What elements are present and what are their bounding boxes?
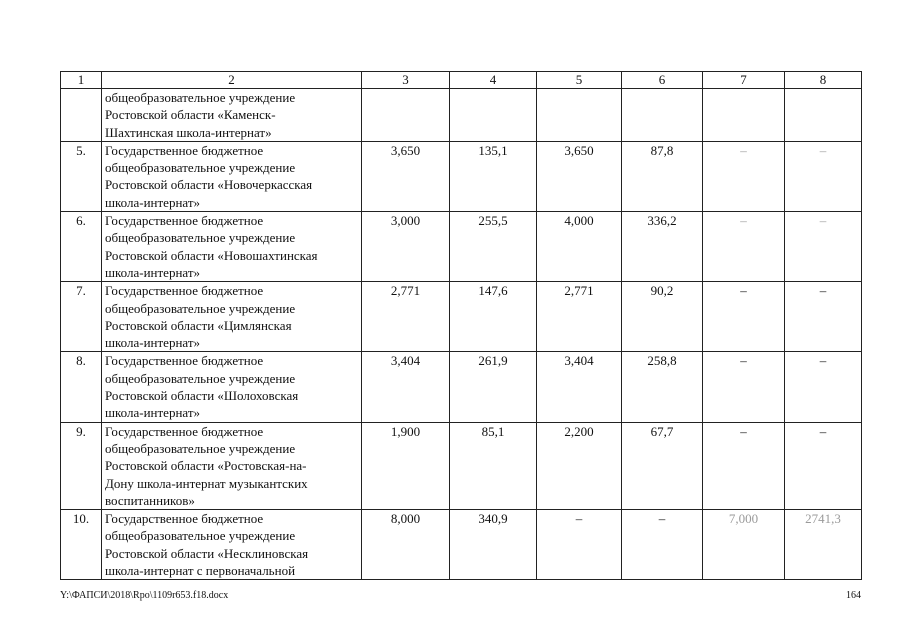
institution-name-cell [102, 89, 362, 142]
value-cell: – [703, 352, 785, 422]
institution-name-cell [102, 422, 362, 509]
value-cell: – [785, 422, 862, 509]
row-number-cell: 7. [61, 282, 102, 352]
table-row [61, 282, 862, 352]
table-header-row [61, 72, 862, 89]
institution-name-line: Государственное бюджетное [105, 353, 264, 369]
value-cell [703, 89, 785, 142]
value-cell: – [785, 282, 862, 352]
value-cell: 2,771 [362, 282, 450, 352]
institution-name-cell [102, 282, 362, 352]
institution-name-line: Государственное бюджетное [105, 142, 264, 158]
institution-name-cell [102, 352, 362, 422]
institution-name-line: Государственное бюджетное [105, 283, 264, 299]
row-number-cell [61, 89, 102, 142]
institution-name-line: воспитанников» [105, 492, 195, 508]
institution-name-line: Ростовской области «Новочеркасская [105, 177, 313, 193]
column-header: 7 [703, 72, 785, 89]
data-table [60, 71, 862, 580]
institution-name-line: Государственное бюджетное [105, 213, 264, 229]
row-number-cell: 8. [61, 352, 102, 422]
institution-name-line: общеобразовательное учреждение [105, 528, 296, 544]
value-cell: – [703, 422, 785, 509]
value-cell: 135,1 [450, 141, 537, 211]
value-cell: 3,650 [537, 141, 622, 211]
table-body [61, 89, 862, 580]
value-cell: – [703, 282, 785, 352]
value-cell: 3,404 [362, 352, 450, 422]
value-cell: – [703, 141, 785, 211]
institution-name-cell [102, 510, 362, 580]
institution-name-line: Шахтинская школа-интернат» [105, 124, 272, 140]
institution-name-line: школа-интернат с первоначальной [105, 563, 296, 579]
value-cell: 2,771 [537, 282, 622, 352]
column-header: 1 [61, 72, 102, 89]
table-row [61, 212, 862, 282]
institution-name-line: общеобразовательное учреждение [105, 300, 296, 316]
institution-name-line: общеобразовательное учреждение [105, 90, 296, 105]
column-header: 6 [622, 72, 703, 89]
column-header: 4 [450, 72, 537, 89]
value-cell: – [785, 141, 862, 211]
value-cell: 4,000 [537, 212, 622, 282]
value-cell [785, 89, 862, 142]
value-cell: 90,2 [622, 282, 703, 352]
column-header: 5 [537, 72, 622, 89]
value-cell: 336,2 [622, 212, 703, 282]
value-cell: 1,900 [362, 422, 450, 509]
value-cell [450, 89, 537, 142]
institution-name-line: Ростовской области «Ростовская-на- [105, 458, 307, 474]
value-cell [622, 89, 703, 142]
value-cell: 340,9 [450, 510, 537, 580]
row-number-cell: 6. [61, 212, 102, 282]
institution-name-line: Ростовской области «Шолоховская [105, 388, 299, 404]
value-cell: 8,000 [362, 510, 450, 580]
table-row [61, 89, 862, 142]
institution-name-line: общеобразовательное учреждение [105, 230, 296, 246]
value-cell [362, 89, 450, 142]
institution-name-line: общеобразовательное учреждение [105, 160, 296, 176]
table-row [61, 141, 862, 211]
column-header: 8 [785, 72, 862, 89]
value-cell: 2741,3 [785, 510, 862, 580]
value-cell: – [622, 510, 703, 580]
table-row [61, 510, 862, 580]
value-cell: 3,404 [537, 352, 622, 422]
institution-name-line: Дону школа-интернат музыкантских [105, 475, 308, 491]
institution-name-line: общеобразовательное учреждение [105, 370, 296, 386]
row-number-cell: 5. [61, 141, 102, 211]
institution-name-line: Ростовской области «Новошахтинская [105, 247, 318, 263]
institution-name-line: Ростовской области «Цимлянская [105, 317, 292, 333]
value-cell: 7,000 [703, 510, 785, 580]
value-cell: – [785, 352, 862, 422]
value-cell: 147,6 [450, 282, 537, 352]
column-header: 2 [102, 72, 362, 89]
column-header: 3 [362, 72, 450, 89]
value-cell: 2,200 [537, 422, 622, 509]
value-cell: 3,650 [362, 141, 450, 211]
value-cell: 258,8 [622, 352, 703, 422]
institution-name-line: Ростовской области «Несклиновская [105, 545, 309, 561]
value-cell: – [703, 212, 785, 282]
institution-name-line: Государственное бюджетное [105, 511, 264, 527]
institution-name-line: школа-интернат» [105, 194, 201, 210]
value-cell: 261,9 [450, 352, 537, 422]
value-cell: 67,7 [622, 422, 703, 509]
row-number-cell: 9. [61, 422, 102, 509]
institution-name-line: школа-интернат» [105, 335, 201, 351]
value-cell: 87,8 [622, 141, 703, 211]
value-cell: 3,000 [362, 212, 450, 282]
institution-name-line: Государственное бюджетное [105, 423, 264, 439]
value-cell: – [785, 212, 862, 282]
institution-name-line: Ростовской области «Каменск- [105, 107, 276, 123]
row-number-cell: 10. [61, 510, 102, 580]
table-row [61, 422, 862, 509]
table-row [61, 352, 862, 422]
institution-name-cell [102, 212, 362, 282]
value-cell [537, 89, 622, 142]
footer-file-path: Y:\ФАПСИ\2018\Rpo\1109r653.f18.docx [60, 590, 229, 601]
institution-name-cell [102, 141, 362, 211]
institution-name-line: общеобразовательное учреждение [105, 440, 296, 456]
value-cell: – [537, 510, 622, 580]
institution-name-line: школа-интернат» [105, 264, 201, 280]
institution-name-line: школа-интернат» [105, 405, 201, 421]
value-cell: 85,1 [450, 422, 537, 509]
value-cell: 255,5 [450, 212, 537, 282]
footer-page-number: 164 [846, 590, 861, 601]
